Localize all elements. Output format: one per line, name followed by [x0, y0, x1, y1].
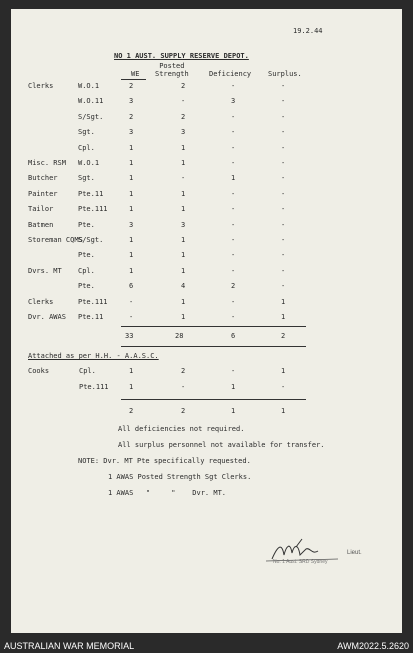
- row-8-def: -: [231, 205, 236, 214]
- row-9-def: -: [231, 220, 236, 229]
- row-4-we: 1: [129, 143, 134, 152]
- row-10-def: -: [231, 236, 236, 244]
- row-12-def: -: [231, 266, 236, 275]
- row-1-posted: -: [181, 97, 186, 106]
- row-13-sur: -: [281, 282, 286, 291]
- row-14-rank: Pte.111: [78, 297, 108, 306]
- row-12-posted: 1: [181, 266, 186, 275]
- attached-sur-0: 1: [281, 367, 286, 375]
- footer-institution: AUSTRALIAN WAR MEMORIAL: [4, 641, 135, 651]
- row-9-rank: Pte.: [78, 220, 95, 229]
- row-0-def: -: [231, 82, 236, 90]
- row-7-def: -: [231, 189, 236, 198]
- row-5-def: -: [231, 159, 236, 167]
- row-15-we: -: [129, 313, 134, 321]
- header-posted-strength: Posted Strength: [155, 62, 189, 78]
- row-8-posted: 1: [181, 205, 186, 214]
- row-15-posted: 1: [181, 313, 186, 321]
- row-5-rank: W.O.1: [78, 159, 100, 167]
- row-15-rank: Pte.11: [78, 313, 104, 321]
- document-title: NO 1 AUST. SUPPLY RESERVE DEPOT.: [114, 52, 249, 60]
- row-5-posted: 1: [181, 159, 186, 167]
- row-0-rank: W.O.1: [78, 82, 100, 90]
- row-6-sur: -: [281, 174, 286, 183]
- total-rule-top: [121, 326, 306, 327]
- row-4-posted: 1: [181, 143, 186, 152]
- footer-bar: [0, 638, 413, 653]
- attached-we-0: 1: [129, 367, 134, 375]
- row-6-we: 1: [129, 174, 134, 183]
- row-7-rank: Pte.11: [78, 189, 104, 198]
- attached-rank-0: Cpl.: [79, 367, 96, 375]
- row-10-posted: 1: [181, 236, 186, 244]
- note-deficiencies: All deficiencies not required.: [118, 425, 245, 433]
- row-15-sur: 1: [281, 313, 286, 321]
- row-6-cat: Butcher: [28, 174, 58, 183]
- row-11-def: -: [231, 251, 236, 260]
- row-0-posted: 2: [181, 82, 186, 90]
- attached-total-sur: 1: [281, 407, 286, 415]
- row-14-cat: Clerks: [28, 297, 54, 306]
- row-7-we: 1: [129, 189, 134, 198]
- row-12-we: 1: [129, 266, 134, 275]
- unit-stamp: No. 1 Aust. SRD Sydney: [273, 559, 328, 565]
- row-6-posted: -: [181, 174, 186, 183]
- row-13-posted: 4: [181, 282, 186, 291]
- attached-posted-0: 2: [181, 367, 186, 375]
- row-8-sur: -: [281, 205, 286, 214]
- attached-posted-1: -: [181, 383, 186, 391]
- row-0-sur: -: [281, 82, 286, 90]
- row-14-sur: 1: [281, 297, 286, 306]
- row-0-we: 2: [129, 82, 134, 90]
- row-9-sur: -: [281, 220, 286, 229]
- total-surplus: 2: [281, 332, 286, 340]
- row-13-we: 6: [129, 282, 134, 291]
- row-14-posted: 1: [181, 297, 186, 306]
- attached-def-0: -: [231, 367, 236, 375]
- attached-total-rule: [121, 399, 306, 400]
- row-11-we: 1: [129, 251, 134, 260]
- row-2-rank: S/Sgt.: [78, 112, 104, 121]
- row-1-rank: W.O.11: [78, 97, 104, 106]
- attached-def-1: 1: [231, 383, 236, 391]
- row-8-cat: Tailor: [28, 205, 54, 214]
- note-surplus: All surplus personnel not available for transfer.: [118, 441, 325, 449]
- row-2-sur: -: [281, 112, 286, 121]
- header-surplus: Surplus.: [268, 70, 302, 78]
- row-6-def: 1: [231, 174, 236, 183]
- row-7-sur: -: [281, 189, 286, 198]
- row-3-we: 3: [129, 128, 134, 137]
- signature-rank: Lieut.: [347, 550, 362, 556]
- row-8-we: 1: [129, 205, 134, 214]
- row-12-rank: Cpl.: [78, 266, 95, 275]
- row-3-posted: 3: [181, 128, 186, 137]
- total-posted: 28: [175, 332, 184, 340]
- row-12-cat: Dvrs. MT: [28, 266, 62, 275]
- document-page: [11, 9, 402, 633]
- row-15-def: -: [231, 313, 236, 321]
- row-10-we: 1: [129, 236, 134, 244]
- row-9-cat: Batmen: [28, 220, 54, 229]
- row-11-rank: Pte.: [78, 251, 95, 260]
- row-8-rank: Pte.111: [78, 205, 108, 214]
- row-10-cat: Storeman CQMS: [28, 236, 83, 244]
- row-15-cat: Dvr. AWAS: [28, 313, 66, 321]
- row-10-sur: -: [281, 236, 286, 244]
- total-rule-bottom: [121, 346, 306, 347]
- row-5-we: 1: [129, 159, 134, 167]
- attached-sur-1: -: [281, 383, 286, 391]
- row-1-def: 3: [231, 97, 236, 106]
- footer-accession-id: AWM2022.5.2620: [337, 641, 409, 651]
- note-dvr-mt: NOTE: Dvr. MT Pte specifically requested.: [78, 457, 251, 465]
- attached-total-def: 1: [231, 407, 236, 415]
- header-underline: [121, 79, 146, 80]
- total-deficiency: 6: [231, 332, 236, 340]
- document-date: 19.2.44: [293, 27, 323, 35]
- row-1-sur: -: [281, 97, 286, 106]
- row-4-def: -: [231, 143, 236, 152]
- row-4-rank: Cpl.: [78, 143, 95, 152]
- row-3-rank: Sgt.: [78, 128, 95, 137]
- attached-cat-0: Cooks: [28, 367, 50, 375]
- row-9-we: 3: [129, 220, 134, 229]
- row-14-def: -: [231, 297, 236, 306]
- attached-total-we: 2: [129, 407, 134, 415]
- row-5-sur: -: [281, 159, 286, 167]
- total-we: 33: [125, 332, 134, 340]
- row-11-posted: 1: [181, 251, 186, 260]
- note-awas-clerks: 1 AWAS Posted Strength Sgt Clerks.: [108, 473, 252, 481]
- row-0-cat: Clerks: [28, 82, 54, 90]
- row-3-def: -: [231, 128, 236, 137]
- row-10-rank: S/Sgt.: [78, 236, 104, 244]
- row-9-posted: 3: [181, 220, 186, 229]
- row-2-def: -: [231, 112, 236, 121]
- attached-total-posted: 2: [181, 407, 186, 415]
- row-2-we: 2: [129, 112, 134, 121]
- attached-rank-1: Pte.111: [79, 383, 109, 391]
- header-deficiency: Deficiency: [209, 70, 252, 78]
- row-3-sur: -: [281, 128, 286, 137]
- row-2-posted: 2: [181, 112, 186, 121]
- row-11-sur: -: [281, 251, 286, 260]
- row-14-we: -: [129, 297, 134, 306]
- row-7-posted: 1: [181, 189, 186, 198]
- attached-we-1: 1: [129, 383, 134, 391]
- note-awas-mt: 1 AWAS " " Dvr. MT.: [108, 489, 227, 497]
- row-13-def: 2: [231, 282, 236, 291]
- row-6-rank: Sgt.: [78, 174, 95, 183]
- row-7-cat: Painter: [28, 189, 58, 198]
- row-4-sur: -: [281, 143, 286, 152]
- row-13-rank: Pte.: [78, 282, 95, 291]
- header-we: WE: [131, 70, 140, 78]
- row-1-we: 3: [129, 97, 134, 106]
- attached-heading: Attached as per H.H. - A.A.S.C.: [28, 352, 159, 360]
- row-12-sur: -: [281, 266, 286, 275]
- row-5-cat: Misc. RSM: [28, 159, 66, 167]
